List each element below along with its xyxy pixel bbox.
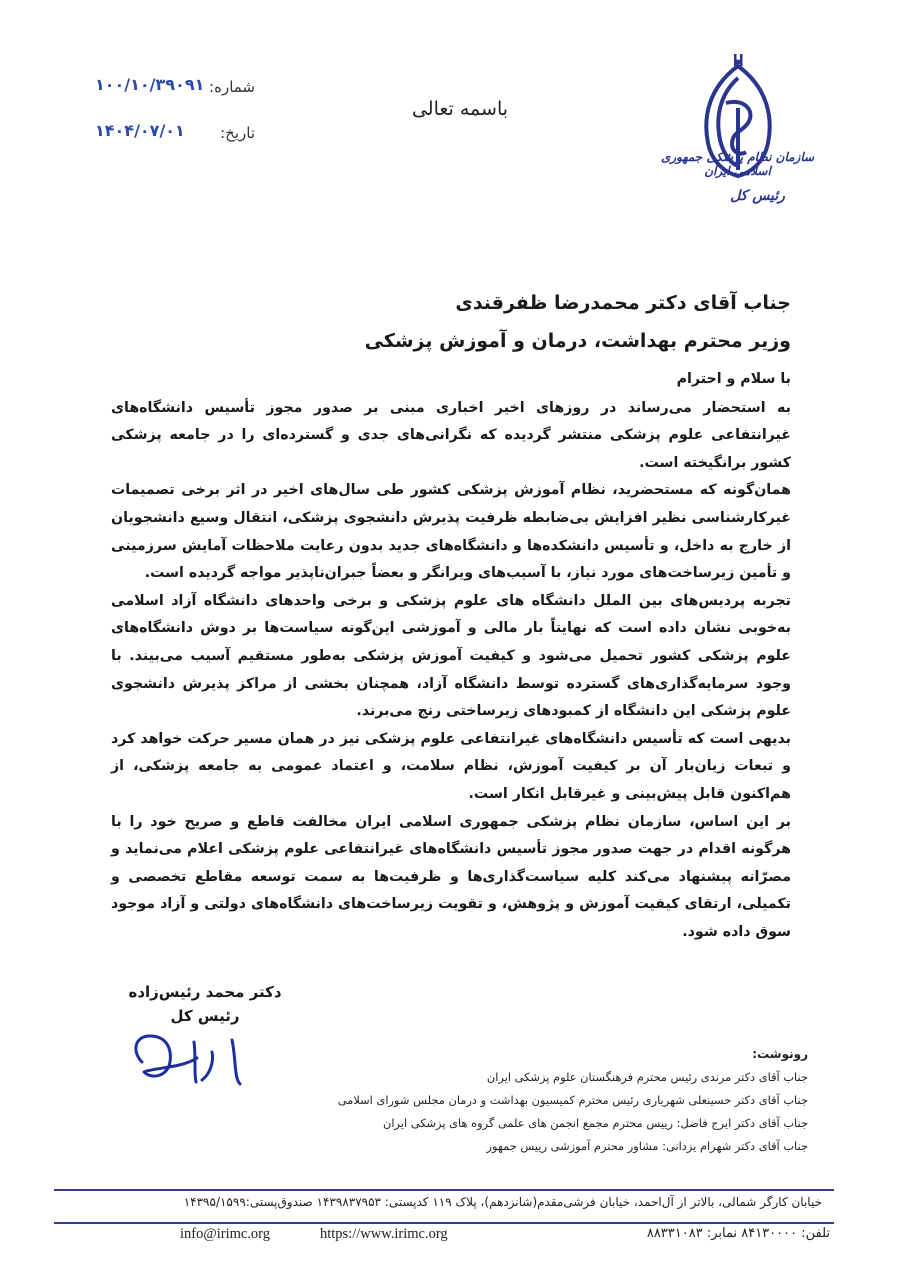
signer-block: [125, 980, 285, 1028]
cc-item: جناب آقای دکتر حسینعلی شهریاری رئیس محترم کمیسیون بهداشت و درمان مجلس شورای اسلامی: [337, 1093, 808, 1107]
body-paragraph: بدیهی است که تأسیس دانشگاه‌های غیرانتفاعی علوم پزشکی نیز در همان مسیر حرکت خواهد کرد و تبعات زیان‌بار آن بر کیفیت آموزش، نظام سلامت، و اعتماد عمومی به جامعه پزشکی، از هم‌اکنون قابل پیش‌بینی و غیرقابل انکار است.: [111, 730, 791, 802]
letter-body: [111, 366, 791, 946]
signer-title: رئیس کل: [170, 1007, 240, 1025]
body-paragraph: همان‌گونه که مستحضرید، نظام آموزش پزشکی کشور طی سال‌های اخیر در اثر برخی تصمیمات غیرکارشناسی نظیر افزایش بی‌ضابطه ظرفیت پذیرش دانشجوی پزشکی، انتقال وسیع دانشجویان از خارج به داخل، و تأسیس دانشکده‌ها و دانشگاه‌های جدید بدون رعایت ملاحظات آمایش سرزمینی و تأمین زیرساخت‌های مورد نیاز، با آسیب‌های ویرانگر و بعضاً جبران‌ناپذیر مواجه گردیده است.: [111, 482, 791, 582]
cc-item: جناب آقای دکتر مرندی رئیس محترم فرهنگستان علوم پزشکی ایران: [486, 1070, 808, 1084]
footer-phone: تلفن: ۸۴۱۳۰۰۰۰ نمابر: ۸۸۳۳۱۰۸۳: [646, 1226, 830, 1241]
cc-item: جناب آقای دکتر شهرام یزدانی: مشاور محترم آموزشی رییس جمهور: [486, 1139, 808, 1153]
letter-number-value: ۱۰۰/۱۰/۳۹۰۹۱: [95, 75, 205, 94]
logo-office: رئیس کل: [730, 188, 785, 204]
letter-date-label: تاریخ:: [220, 124, 255, 142]
signer-name: دکتر محمد رئیس‌زاده: [128, 983, 282, 1001]
footer-contact: [60, 1226, 830, 1246]
cc-list: [248, 1043, 808, 1158]
cc-item: جناب آقای دکتر ایرج فاضل: رییس محترم مجمع انجمن های علمی گروه های پزشکی ایران: [382, 1116, 808, 1130]
footer-website-link[interactable]: https://www.irimc.org: [320, 1226, 448, 1242]
greeting: با سلام و احترام: [676, 371, 791, 387]
handwritten-signature: [122, 1022, 262, 1102]
footer-divider-top: [54, 1189, 834, 1191]
body-paragraph: تجربه پردیس‌های بین الملل دانشگاه های علوم پزشکی و برخی واحدهای دانشگاه آزاد اسلامی به‌خوبی نشان داده است که نهایتاً بار مالی و آموزشی این‌گونه سیاست‌ها بر دوش دانشگاه‌های علوم پزشکی کشور تحمیل می‌شود و کیفیت آموزش پزشکی به‌طور مستقیم آسیب می‌بیند. با وجود سرمایه‌گذاری‌های گسترده توسط دانشگاه آزاد، همچنان بخشی از مراکز پذیرش دانشجوی علوم پزشکی این دانشگاه از کمبودهای زیرساختی رنج می‌برند.: [111, 592, 791, 720]
addressee-name: جناب آقای دکتر محمدرضا ظفرقندی: [455, 292, 791, 314]
cc-title: رونوشت:: [752, 1047, 808, 1061]
footer-divider-bottom: [54, 1222, 834, 1224]
logo-caption: [655, 150, 820, 204]
addressee-block: [231, 284, 791, 360]
footer-email-link[interactable]: info@irimc.org: [180, 1226, 271, 1242]
invocation-heading: باسمه تعالی: [411, 98, 509, 120]
body-paragraph: بر این اساس، سازمان نظام پزشکی جمهوری اسلامی ایران مخالفت قاطع و صریح خود را با هرگونه اقدام در جهت صدور مجوز تأسیس دانشگاه‌های غیرانتفاعی علوم پزشکی اعلام می‌نماید و مصرّانه پیشنهاد می‌کند کلیه سیاست‌گذاری‌ها و ظرفیت‌ها به سمت توسعه مقاطع تخصصی و تکمیلی، ارتقای کیفیت آموزش و پژوهش، و تقویت زیرساخت‌های دانشگاه‌های دولتی و آزاد موجود سوق داده شود.: [111, 813, 791, 940]
letter-date-value: ۱۴۰۴/۰۷/۰۱: [95, 121, 185, 140]
logo-org-name: سازمان نظام پزشکی جمهوری اسلامی ایران: [660, 150, 815, 178]
footer-address: خیابان کارگر شمالی، بالاتر از آل‌احمد، خیابان فرشی‌مقدم(شانزدهم)، پلاک ۱۱۹ کدپستی: ۱۴۳۹۸۳۷۹۵۳ صندوق‌پستی:۱۴۳۹۵/۱۵۹۹: [183, 1195, 822, 1209]
body-paragraph: به استحضار می‌رساند در روزهای اخیر اخباری مبنی بر صدور مجوز تأسیس دانشگاه‌های غیرانتفاعی علوم پزشکی منتشر گردیده که نگرانی‌های جدی و گسترده‌ای را در جامعه پزشکی کشور برانگیخته است.: [111, 399, 791, 471]
letter-number-label: شماره:: [209, 78, 255, 96]
addressee-title: وزیر محترم بهداشت، درمان و آموزش پزشکی: [364, 330, 791, 352]
